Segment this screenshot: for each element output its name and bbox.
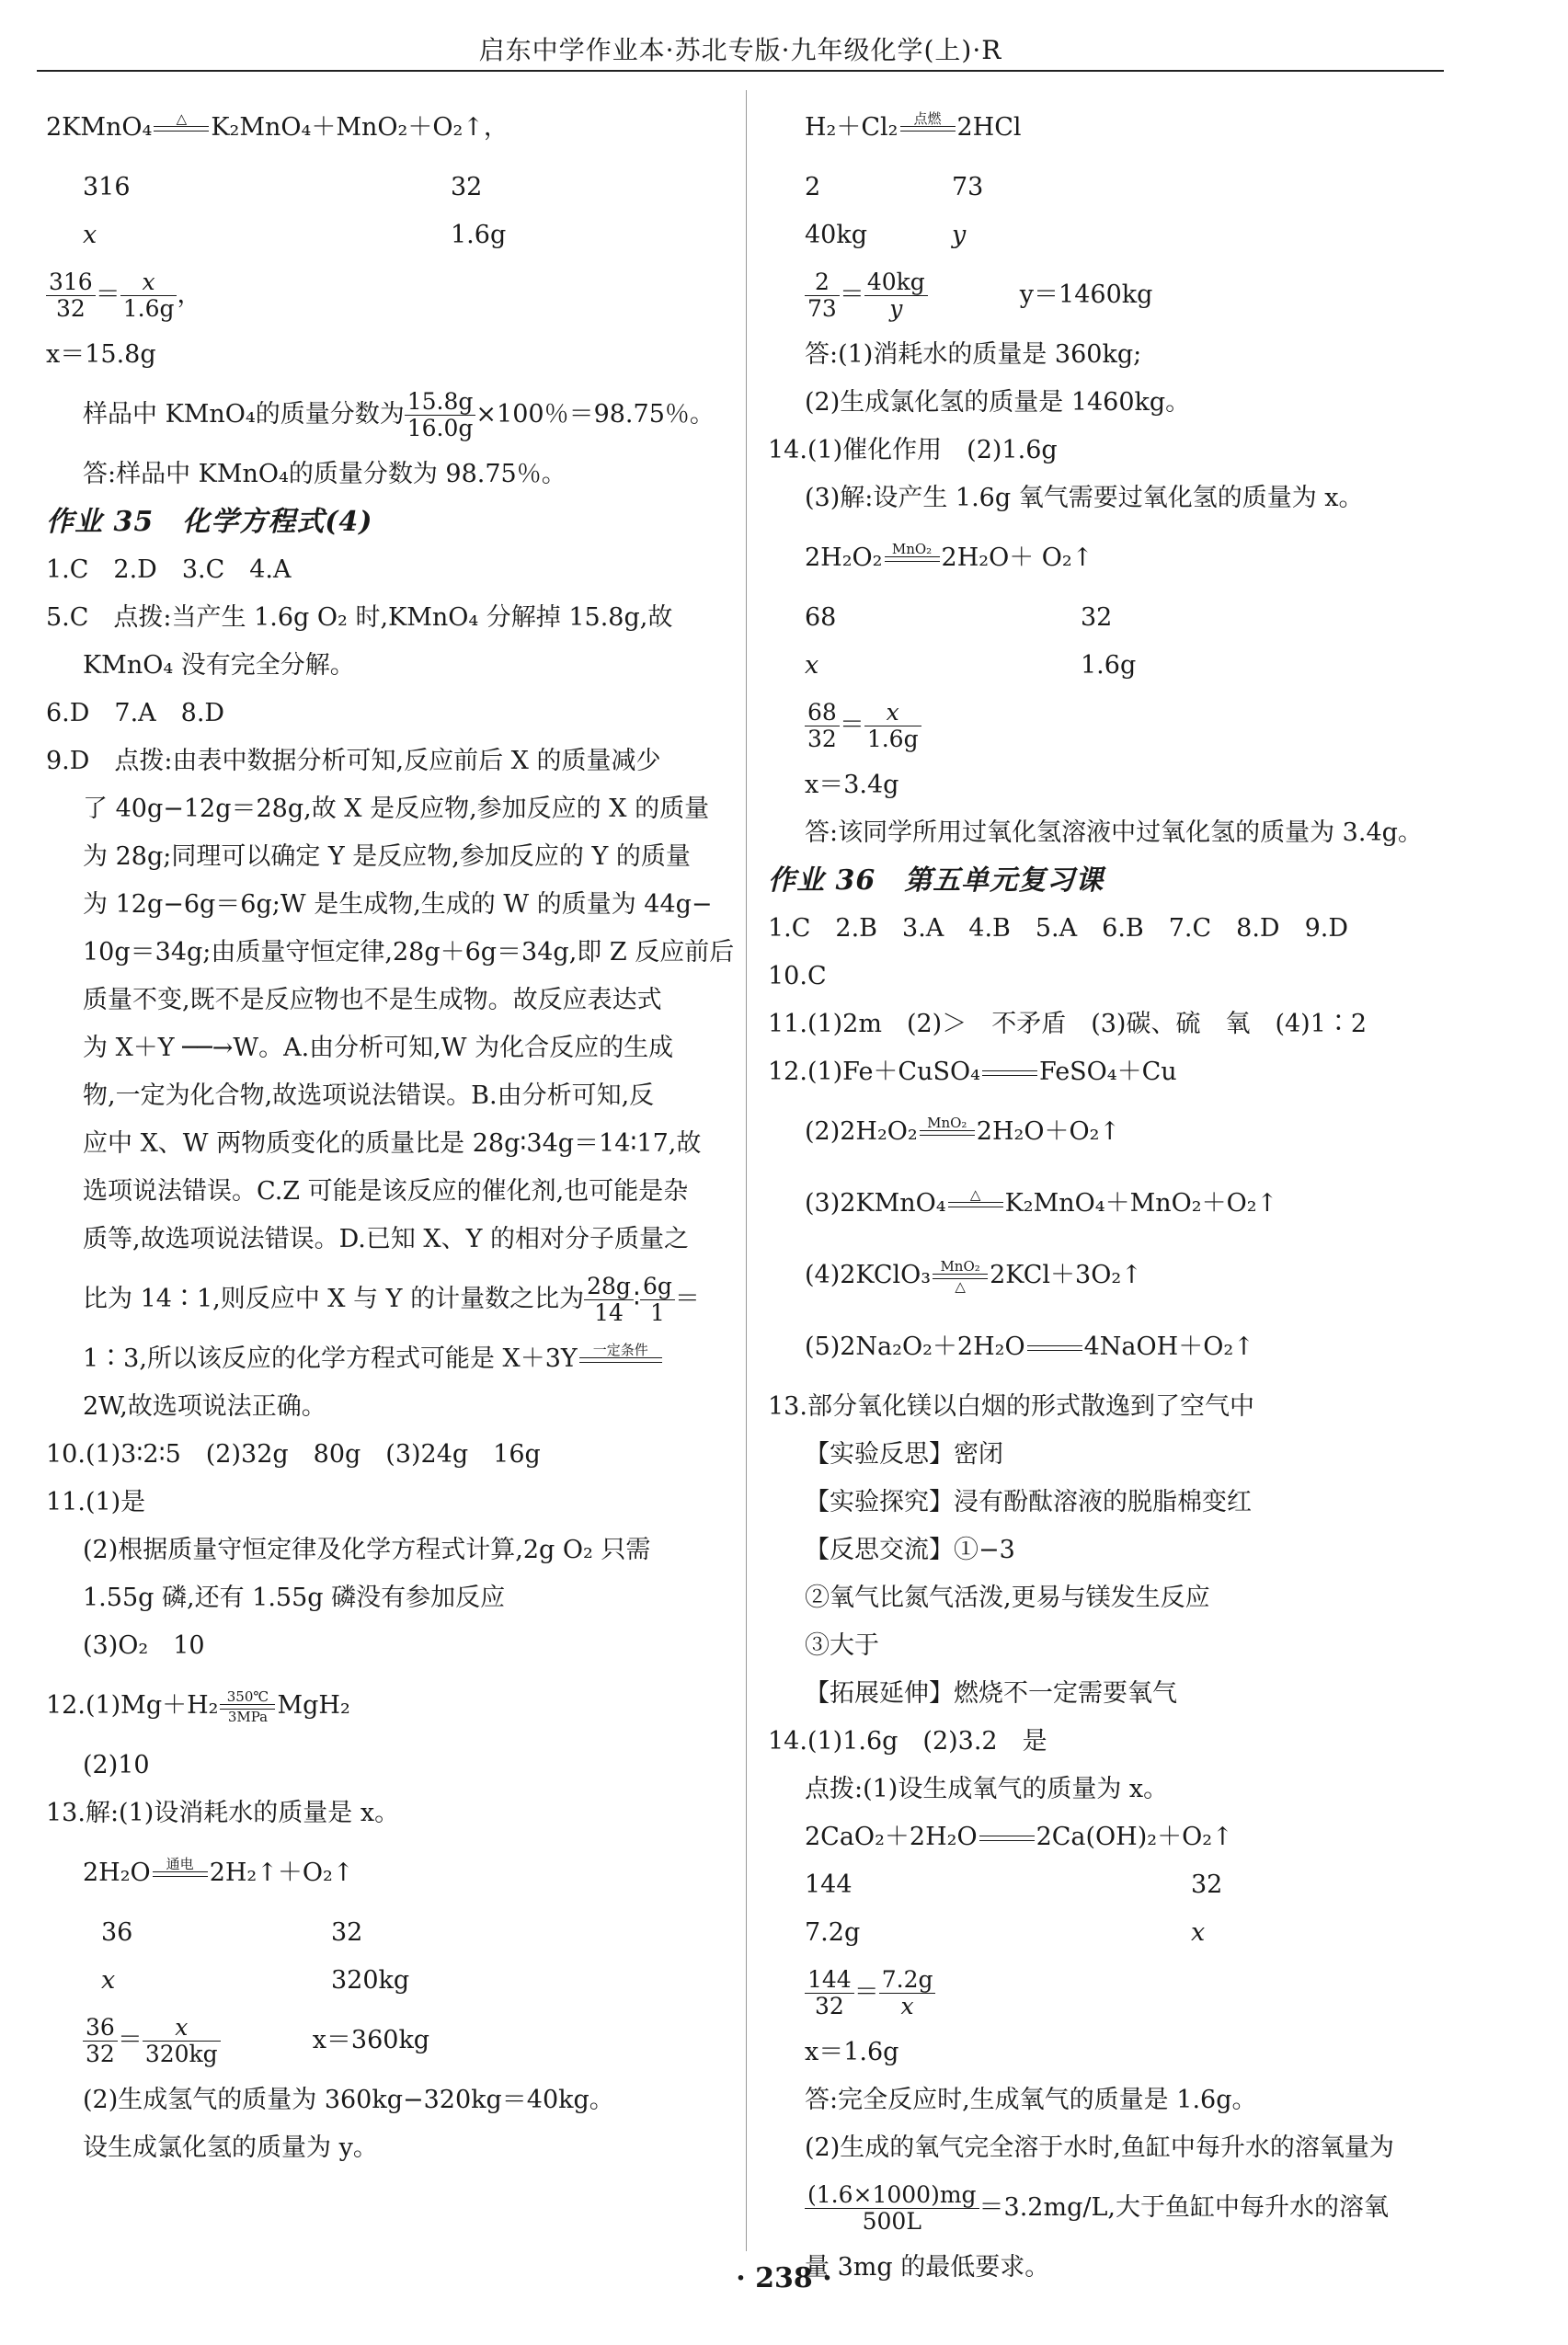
eq-arrow: MnO₂ <box>885 542 940 577</box>
proportion: $\frac{2}{73}$ ＝ $\frac{40kg}{y}$ y＝1460kg <box>768 259 1450 331</box>
eq-arrow: △ <box>948 1187 1003 1222</box>
stoich-row: 2 73 <box>805 173 984 201</box>
equation-hcl: H₂＋Cl₂ 点燃 2HCl <box>768 92 1450 164</box>
fraction: $\frac{316}{32}$ <box>46 269 96 322</box>
stoich-row: x 1.6g <box>83 221 507 249</box>
equation-electrolysis: 2H₂O 通电 2H₂↑＋O₂↑ <box>46 1837 728 1909</box>
answer-line: (3)O₂ 10 <box>83 1631 205 1660</box>
fraction: $\frac{68}{32}$ <box>805 700 840 752</box>
answer-line: ②氧气比氮气活泼,更易与镁发生反应 <box>805 1584 1210 1612</box>
answer-line: 为 X＋Y ──→W。A.由分析可知,W 为化合反应的生成 <box>83 1034 674 1062</box>
answer-line: 答:(1)消耗水的质量是 360kg; <box>805 340 1142 369</box>
answer-line: 2W,故选项说法正确。 <box>83 1392 326 1421</box>
answer-line: 6.D 7.A 8.D <box>46 699 225 727</box>
stoich-row: 68 32 <box>805 603 1113 632</box>
equation-fe: 12.(1)Fe＋CuSO₄ FeSO₄＋Cu <box>768 1048 1450 1096</box>
eq-condition: △ <box>176 109 188 127</box>
result-line: x＝1.6g <box>805 2038 899 2066</box>
answer-line: 13.解:(1)设消耗水的质量是 x。 <box>46 1799 400 1827</box>
answer-line: 10.(1)3∶2∶5 (2)32g 80g (3)24g 16g <box>46 1440 541 1469</box>
stoich-row: 144 32 <box>805 1870 1223 1899</box>
answer-line: 9.D 点拨:由表中数据分析可知,反应前后 X 的质量减少 <box>46 747 661 775</box>
proportion: $\frac{36}{32}$ ＝ $\frac{x}{320kg}$ x＝360kg <box>46 2005 728 2076</box>
proportion: $\frac{68}{32}$ ＝ $\frac{x}{1.6g}$ <box>768 690 1450 761</box>
answer-line: 点拨:(1)设生成氧气的质量为 x。 <box>805 1775 1169 1803</box>
stoich-row: x 1.6g <box>805 651 1137 680</box>
stoich-row: 40kg y <box>805 221 967 249</box>
answer-line: 1.C 2.D 3.C 4.A <box>46 555 292 584</box>
eq-arrow <box>154 111 209 146</box>
answer-line: 【实验反思】密闭 <box>805 1440 1003 1469</box>
fraction: $\frac{x}{1.6g}$ <box>864 700 921 752</box>
answer-line: 10.C <box>768 962 827 990</box>
answer-line: 【拓展延伸】燃烧不一定需要氧气 <box>805 1679 1177 1708</box>
section-title-hw35: 作业 35 化学方程式(4) <box>46 506 373 538</box>
fraction: $\frac{36}{32}$ <box>83 2015 118 2067</box>
answer-line: 答:该同学所用过氧化氢溶液中过氧化氢的质量为 3.4g。 <box>805 818 1423 847</box>
answer-line: 1∶3,所以该反应的化学方程式可能是 X＋3Y 一定条件 <box>46 1335 728 1383</box>
fraction: $\frac{6g}{1}$ <box>640 1274 675 1326</box>
answer-line: KMnO₄ 没有完全分解。 <box>83 651 355 680</box>
eq-arrow: MnO₂ <box>920 1115 975 1150</box>
answer-line: 答:样品中 KMnO₄的质量分数为 98.75％。 <box>83 460 567 488</box>
header-title: 启东中学作业本·苏北专版·九年级化学(上)·R <box>478 35 1002 65</box>
answer-line: (3)解:设产生 1.6g 氧气需要过氧化氢的质量为 x。 <box>805 484 1364 512</box>
answer-line: 质量不变,既不是反应物也不是生成物。故反应表达式 <box>83 986 662 1014</box>
answer-line: (2)生成氢气的质量为 360kg−320kg＝40kg。 <box>83 2086 614 2114</box>
eq-arrow: 一定条件 <box>579 1343 662 1378</box>
stoich-row: x 320kg <box>101 1966 410 1995</box>
answer-line: 1.55g 磷,还有 1.55g 磷没有参加反应 <box>83 1584 506 1612</box>
answer-line: 质等,故选项说法错误。D.已知 X、Y 的相对分子质量之 <box>83 1225 690 1253</box>
equation-kmno4 <box>46 92 728 164</box>
answer-line: 物,一定为化合物,故选项说法错误。B.由分析可知,反 <box>83 1081 655 1110</box>
fraction: $\frac{28g}{14}$ <box>584 1274 634 1326</box>
answer-line: (2)生成的氧气完全溶于水时,鱼缸中每升水的溶氧量为 <box>805 2133 1394 2162</box>
page-header <box>37 0 1444 72</box>
fraction: $\frac{2}{73}$ <box>805 269 840 322</box>
answer-line: (2)10 <box>83 1751 150 1779</box>
answer-line: 【实验探究】浸有酚酞溶液的脱脂棉变红 <box>805 1488 1252 1516</box>
eq-rhs: K₂MnO₄＋MnO₂＋O₂↑， <box>211 113 509 142</box>
answer-line: ③大于 <box>805 1631 879 1660</box>
equation-cao2: 2CaO₂＋2H₂O 2Ca(OH)₂＋O₂↑ <box>768 1813 1450 1861</box>
result-line: x＝15.8g <box>46 340 156 369</box>
answer-line: 1.C 2.B 3.A 4.B 5.A 6.B 7.C 8.D 9.D <box>768 914 1348 943</box>
proportion: $\frac{316}{32}$ ＝ $\frac{x}{1.6g}$ ， <box>46 259 728 331</box>
answer-line: 量 3mg 的最低要求。 <box>805 2253 1050 2282</box>
eq-lhs: 2KMnO₄ <box>46 113 153 142</box>
equation-h2o2: 2H₂O₂ MnO₂ 2H₂O＋ O₂↑ <box>768 522 1450 594</box>
fraction: $\frac{7.2g}{x}$ <box>879 1967 936 2019</box>
column-divider <box>746 90 747 2251</box>
fraction: $\frac{x}{1.6g}$ <box>120 269 177 322</box>
fraction: $\frac{144}{32}$ <box>805 1967 854 2019</box>
answer-line: 11.(1)2m (2)＞ 不矛盾 (3)碳、硫 氧 (4)1∶2 <box>768 1010 1368 1038</box>
equation-kmno4-review: (3)2KMnO₄ △ K₂MnO₄＋MnO₂＋O₂↑ <box>768 1168 1450 1240</box>
eq-arrow: 点燃 <box>900 111 956 146</box>
fraction: $\frac{40kg}{y}$ <box>864 269 928 322</box>
answer-line: 比为 14∶1,则反应中 X 与 Y 的计量数之比为 $\frac{28g}{14}$ ∶ $\frac{6g}{1}$ ＝ <box>83 1273 700 1326</box>
fraction: $\frac{x}{320kg}$ <box>143 2015 221 2067</box>
proportion: $\frac{144}{32}$ ＝ $\frac{7.2g}{x}$ <box>768 1957 1450 2029</box>
answer-line: 5.C 点拨:当产生 1.6g O₂ 时,KMnO₄ 分解掉 15.8g,故 <box>46 603 673 632</box>
mass-fraction-line: 样品中 KMnO₄的质量分数为 $\frac{15.8g}{16.0g}$ ×100％＝98.75％。 <box>83 388 715 441</box>
stoich-row: 316 32 <box>83 173 483 201</box>
answer-line: 应中 X、W 两物质变化的质量比是 28g∶34g＝14∶17,故 <box>83 1129 702 1158</box>
answer-line: 为 28g;同理可以确定 Y 是反应物,参加反应的 Y 的质量 <box>83 842 691 871</box>
answer-line: 11.(1)是 <box>46 1488 146 1516</box>
page-number: · 238 · <box>736 2262 832 2294</box>
eq-arrow: 350℃ 3MPa <box>220 1689 275 1724</box>
section-title-hw36: 作业 36 第五单元复习课 <box>768 864 1104 897</box>
answer-line: $\frac{(1.6\times 1000)mg}{500L}$ ＝3.2mg/L,大于鱼缸中每升水的溶氧 <box>768 2172 1450 2244</box>
fraction: $\frac{15.8g}{16.0g}$ <box>405 389 476 441</box>
equation-mgh2: 12.(1)Mg＋H₂ 350℃ 3MPa MgH₂ <box>46 1687 350 1725</box>
left-column <box>46 92 735 2172</box>
eq-arrow <box>979 1821 1035 1856</box>
answer-line: 13.部分氧化镁以白烟的形式散逸到了空气中 <box>768 1392 1254 1421</box>
eq-arrow: 通电 <box>153 1857 208 1892</box>
answer-line: 选项说法错误。C.Z 可能是该反应的催化剂,也可能是杂 <box>83 1177 689 1206</box>
right-column <box>768 92 1450 2292</box>
answer-line: 10g＝34g;由质量守恒定律,28g＋6g＝34g,即 Z 反应前后 <box>83 938 735 967</box>
equation-na2o2: (5)2Na₂O₂＋2H₂O 4NaOH＋O₂↑ <box>768 1311 1450 1383</box>
stoich-row: 7.2g x <box>805 1918 1206 1947</box>
answer-line: 【反思交流】①−3 <box>805 1536 1015 1564</box>
answer-line: 为 12g−6g＝6g;W 是生成物,生成的 W 的质量为 44g− <box>83 890 713 919</box>
eq-arrow <box>982 1056 1037 1091</box>
answer-line: 14.(1)催化作用 (2)1.6g <box>768 436 1058 464</box>
answer-line: 答:完全反应时,生成氧气的质量是 1.6g。 <box>805 2086 1257 2114</box>
equation-h2o2-review: (2)2H₂O₂ MnO₂ 2H₂O＋O₂↑ <box>768 1096 1450 1168</box>
result-line: x＝3.4g <box>805 771 899 799</box>
eq-arrow <box>1027 1331 1082 1366</box>
answer-line: 14.(1)1.6g (2)3.2 是 <box>768 1727 1047 1756</box>
stoich-row: 36 32 <box>101 1918 363 1947</box>
eq-arrow: MnO₂ △ <box>933 1259 988 1294</box>
fraction: $\frac{(1.6\times 1000)mg}{500L}$ <box>805 2182 979 2235</box>
answer-line: (2)根据质量守恒定律及化学方程式计算,2g O₂ 只需 <box>83 1536 651 1564</box>
answer-line: (2)生成氯化氢的质量是 1460kg。 <box>805 388 1191 417</box>
answer-line: 设生成氯化氢的质量为 y。 <box>83 2133 378 2162</box>
equation-kclo3: (4)2KClO₃ MnO₂ △ 2KCl＋3O₂↑ <box>805 1257 1142 1295</box>
answer-line: 了 40g−12g＝28g,故 X 是反应物,参加反应的 X 的质量 <box>83 795 710 823</box>
